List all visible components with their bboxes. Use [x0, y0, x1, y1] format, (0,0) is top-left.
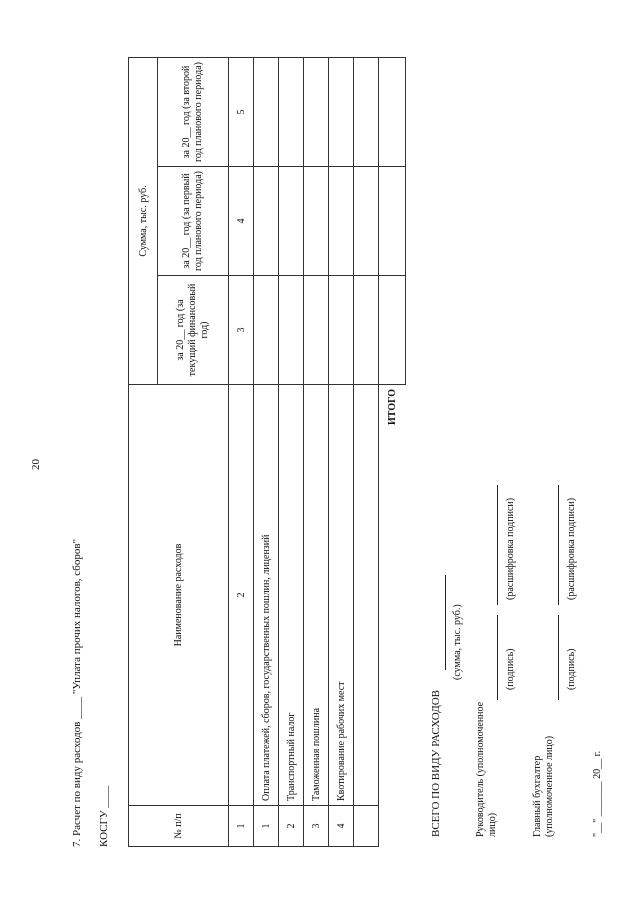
- row-name: [354, 385, 379, 806]
- section-heading: 7. Расчет по виду расходов ____ "Уплата прочих налогов, сборов": [71, 538, 83, 847]
- accountant-decoding-hint: (расшифровка подписи): [566, 497, 577, 600]
- period-header-second: за 20__ год (за второй год планового периода): [158, 58, 229, 167]
- period-header-current: за 20__ год (за текущий финансовый год): [158, 276, 229, 385]
- accountant-signature-line[interactable]: [558, 615, 559, 700]
- total-value-cell[interactable]: [379, 276, 406, 385]
- head-decoding-hint: (расшифровка подписи): [505, 497, 516, 600]
- table-row: [254, 58, 279, 847]
- expense-table: [128, 57, 406, 847]
- value-cell[interactable]: [304, 58, 329, 167]
- value-cell[interactable]: [354, 276, 379, 385]
- value-cell[interactable]: [279, 276, 304, 385]
- row-num: 2: [279, 806, 304, 847]
- kosgu-label: КОСГУ ____: [98, 785, 110, 847]
- total-value-cell[interactable]: [379, 167, 406, 276]
- total-label: ИТОГО: [379, 385, 406, 806]
- table-row: [354, 58, 379, 847]
- index-cell: 2: [229, 385, 254, 806]
- index-cell: 4: [229, 167, 254, 276]
- index-cell: 5: [229, 58, 254, 167]
- col-sum-header: Сумма, тыс. руб.: [129, 58, 158, 385]
- value-cell[interactable]: [329, 167, 354, 276]
- head-label: Руководитель (уполномоченное лицо): [475, 701, 498, 837]
- row-num: [354, 806, 379, 847]
- table-row: [304, 58, 329, 847]
- row-name: Транспортный налог: [279, 385, 304, 806]
- total-amount-line[interactable]: [445, 575, 446, 670]
- table-row: [329, 58, 354, 847]
- row-name: Оплата платежей, сборов, государственных пошлин, лицензий: [254, 385, 279, 806]
- accountant-label: Главный бухгалтер (уполномоченное лицо): [532, 735, 555, 837]
- table-header-row: [129, 58, 158, 847]
- page-number: 20: [30, 459, 42, 470]
- value-cell[interactable]: [279, 167, 304, 276]
- total-amount-hint: (сумма, тыс. руб.): [452, 604, 463, 680]
- col-num-header: № п/п: [129, 806, 229, 847]
- date-line[interactable]: "__" _______ 20__ г.: [592, 750, 603, 837]
- row-name: Квотирование рабочих мест: [329, 385, 354, 806]
- value-cell[interactable]: [254, 58, 279, 167]
- total-by-type-label: ВСЕГО ПО ВИДУ РАСХОДОВ: [430, 690, 442, 837]
- accountant-decoding-line[interactable]: [558, 485, 559, 605]
- value-cell[interactable]: [354, 167, 379, 276]
- row-name: Таможенная пошлина: [304, 385, 329, 806]
- col-name-header: Наименование расходов: [129, 385, 229, 806]
- index-cell: 1: [229, 806, 254, 847]
- table-index-row: [229, 58, 254, 847]
- value-cell[interactable]: [254, 276, 279, 385]
- table-total-row: [379, 58, 406, 847]
- index-cell: 3: [229, 276, 254, 385]
- head-signature-hint: (подпись): [505, 648, 516, 690]
- value-cell[interactable]: [304, 276, 329, 385]
- row-num: 3: [304, 806, 329, 847]
- value-cell[interactable]: [304, 167, 329, 276]
- total-value-cell[interactable]: [379, 58, 406, 167]
- accountant-signature-hint: (подпись): [566, 648, 577, 690]
- period-header-first: за 20__ год (за первый год планового периода): [158, 167, 229, 276]
- value-cell[interactable]: [329, 58, 354, 167]
- row-num: 1: [254, 806, 279, 847]
- value-cell[interactable]: [279, 58, 304, 167]
- row-num: 4: [329, 806, 354, 847]
- value-cell[interactable]: [354, 58, 379, 167]
- head-decoding-line[interactable]: [497, 485, 498, 605]
- head-signature-line[interactable]: [497, 615, 498, 700]
- value-cell[interactable]: [329, 276, 354, 385]
- table-row: [279, 58, 304, 847]
- value-cell[interactable]: [254, 167, 279, 276]
